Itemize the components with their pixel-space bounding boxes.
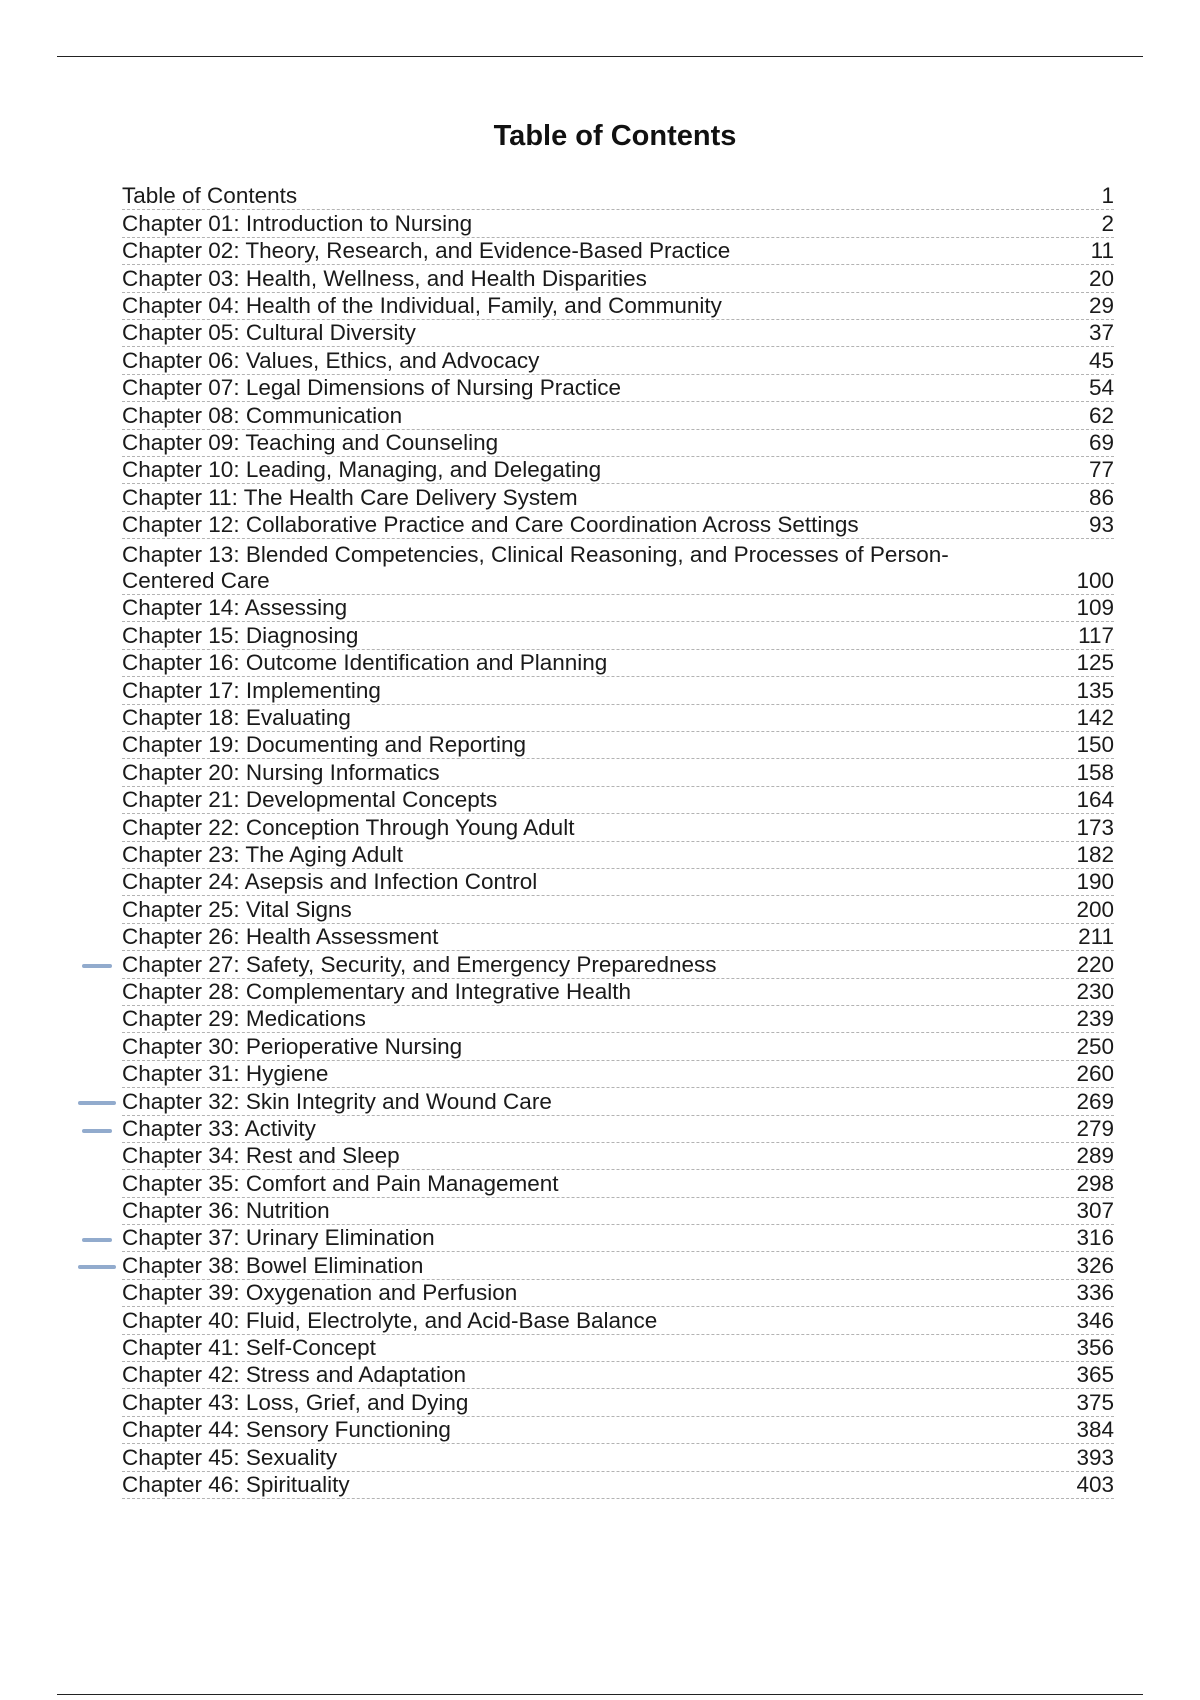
- toc-entry[interactable]: [122, 705, 1114, 732]
- toc-entry-page-number: 69: [1088, 429, 1114, 455]
- toc-entry[interactable]: [122, 1198, 1114, 1225]
- toc-entry-label: Chapter 27: Safety, Security, and Emergency Preparedness: [122, 951, 717, 977]
- toc-entry[interactable]: [122, 1088, 1114, 1115]
- toc-entry-label: Chapter 26: Health Assessment: [122, 924, 439, 950]
- toc-entry-label: Chapter 39: Oxygenation and Perfusion: [122, 1280, 518, 1306]
- toc-entry-label: Chapter 03: Health, Wellness, and Health Disparities: [122, 265, 647, 291]
- toc-entry[interactable]: [122, 265, 1114, 292]
- toc-entry[interactable]: [122, 430, 1114, 457]
- toc-entry-label: Chapter 05: Cultural Diversity: [122, 320, 416, 346]
- toc-entry-label: Chapter 25: Vital Signs: [122, 896, 352, 922]
- toc-entry-label: Chapter 46: Spirituality: [122, 1471, 350, 1497]
- toc-entry-page-number: 29: [1088, 292, 1114, 318]
- toc-entry[interactable]: [122, 951, 1114, 978]
- toc-entry[interactable]: [122, 320, 1114, 347]
- toc-entry-page-number: 289: [1076, 1143, 1114, 1169]
- toc-entry[interactable]: [122, 814, 1114, 841]
- toc-list: [122, 183, 1114, 1499]
- toc-entry-page-number: 279: [1076, 1115, 1114, 1141]
- toc-entry-label: Chapter 16: Outcome Identification and Planning: [122, 650, 608, 676]
- toc-entry-page-number: 326: [1076, 1252, 1114, 1278]
- toc-entry-label: Chapter 31: Hygiene: [122, 1061, 329, 1087]
- toc-entry-page-number: 1: [1101, 183, 1114, 209]
- toc-entry[interactable]: [122, 293, 1114, 320]
- toc-entry[interactable]: [122, 896, 1114, 923]
- toc-entry-page-number: 346: [1076, 1307, 1114, 1333]
- toc-entry-page-number: 298: [1076, 1170, 1114, 1196]
- toc-entry[interactable]: [122, 1362, 1114, 1389]
- toc-entry[interactable]: [122, 1061, 1114, 1088]
- toc-entry[interactable]: [122, 1143, 1114, 1170]
- toc-entry-page-number: 117: [1078, 622, 1114, 648]
- toc-entry[interactable]: [122, 1252, 1114, 1279]
- toc-entry[interactable]: [122, 869, 1114, 896]
- toc-entry-page-number: 142: [1076, 705, 1114, 731]
- toc-entry[interactable]: [122, 1444, 1114, 1471]
- toc-entry-label: Chapter 23: The Aging Adult: [122, 841, 404, 867]
- toc-entry[interactable]: [122, 979, 1114, 1006]
- toc-entry[interactable]: [122, 924, 1114, 951]
- toc-entry-label: Chapter 34: Rest and Sleep: [122, 1143, 400, 1169]
- toc-entry-page-number: 45: [1088, 347, 1114, 373]
- toc-entry-label: Chapter 30: Perioperative Nursing: [122, 1033, 463, 1059]
- toc-entry-label: Chapter 45: Sexuality: [122, 1444, 338, 1470]
- toc-entry-page-number: 260: [1076, 1061, 1114, 1087]
- toc-entry-page-number: 403: [1076, 1471, 1114, 1497]
- toc-entry[interactable]: [122, 1335, 1114, 1362]
- bottom-rule: [57, 1694, 1143, 1695]
- toc-entry-page-number: 375: [1076, 1389, 1114, 1415]
- toc-entry-page-number: 190: [1076, 869, 1114, 895]
- toc-entry-page-number: 384: [1076, 1417, 1114, 1443]
- toc-entry-label: Chapter 01: Introduction to Nursing: [122, 210, 473, 236]
- toc-entry[interactable]: [122, 539, 1114, 595]
- toc-entry[interactable]: [122, 238, 1114, 265]
- toc-entry-label: Chapter 08: Communication: [122, 402, 403, 428]
- toc-entry-page-number: 77: [1088, 457, 1114, 483]
- toc-entry-label: Table of Contents: [122, 183, 298, 209]
- toc-entry[interactable]: [122, 1472, 1114, 1499]
- toc-entry[interactable]: [122, 1006, 1114, 1033]
- toc-entry-label: Chapter 37: Urinary Elimination: [122, 1225, 435, 1251]
- toc-entry-page-number: 125: [1076, 650, 1114, 676]
- toc-entry-page-number: 200: [1076, 896, 1114, 922]
- toc-entry-page-number: 54: [1088, 375, 1114, 401]
- toc-entry-label: Chapter 28: Complementary and Integrative Health: [122, 978, 632, 1004]
- toc-entry[interactable]: [122, 842, 1114, 869]
- toc-entry[interactable]: [122, 1307, 1114, 1334]
- toc-entry-label: Chapter 19: Documenting and Reporting: [122, 732, 527, 758]
- toc-entry-label: Chapter 20: Nursing Informatics: [122, 759, 440, 785]
- toc-entry-label: Chapter 17: Implementing: [122, 677, 381, 703]
- toc-entry-page-number: 93: [1088, 512, 1114, 538]
- toc-entry-page-number: 164: [1076, 787, 1114, 813]
- toc-entry-label: Chapter 07: Legal Dimensions of Nursing Practice: [122, 375, 621, 401]
- toc-entry[interactable]: [122, 732, 1114, 759]
- toc-entry-label: Chapter 09: Teaching and Counseling: [122, 429, 499, 455]
- toc-entry-label: Chapter 15: Diagnosing: [122, 622, 359, 648]
- toc-entry[interactable]: [122, 210, 1114, 237]
- toc-entry[interactable]: [122, 787, 1114, 814]
- pen-mark: [82, 1129, 112, 1133]
- toc-entry-label: Chapter 22: Conception Through Young Adult: [122, 814, 575, 840]
- toc-entry-label: Chapter 36: Nutrition: [122, 1198, 330, 1224]
- toc-entry-page-number: 173: [1076, 814, 1114, 840]
- toc-entry-page-number: 86: [1088, 484, 1114, 510]
- toc-entry-label: Chapter 14: Assessing: [122, 595, 348, 621]
- toc-entry-label: Chapter 29: Medications: [122, 1006, 366, 1032]
- toc-entry-label: Chapter 04: Health of the Individual, Family, and Community: [122, 292, 722, 318]
- toc-entry-label: Chapter 13: Blended Competencies, Clinical Reasoning, and Processes of Person-Centered Care: [122, 542, 949, 594]
- toc-entry-label: Chapter 11: The Health Care Delivery System: [122, 484, 578, 510]
- toc-entry-page-number: 158: [1076, 759, 1114, 785]
- toc-entry[interactable]: [122, 1116, 1114, 1143]
- toc-entry-label: Chapter 21: Developmental Concepts: [122, 787, 498, 813]
- toc-entry-page-number: 250: [1076, 1033, 1114, 1059]
- toc-entry-page-number: 109: [1076, 595, 1114, 621]
- toc-entry[interactable]: [122, 1280, 1114, 1307]
- toc-entry-label: Chapter 43: Loss, Grief, and Dying: [122, 1389, 469, 1415]
- toc-entry-page-number: 62: [1088, 402, 1114, 428]
- toc-entry[interactable]: [122, 484, 1114, 511]
- toc-entry-page-number: 230: [1076, 978, 1114, 1004]
- toc-entry[interactable]: [122, 595, 1114, 622]
- toc-entry-page-number: 100: [1076, 568, 1114, 594]
- toc-entry-label: Chapter 33: Activity: [122, 1115, 316, 1141]
- pen-mark: [82, 964, 112, 968]
- toc-entry-page-number: 307: [1076, 1198, 1114, 1224]
- toc-entry[interactable]: [122, 402, 1114, 429]
- toc-entry[interactable]: [122, 1033, 1114, 1060]
- toc-entry[interactable]: [122, 1170, 1114, 1197]
- toc-entry-label: Chapter 06: Values, Ethics, and Advocacy: [122, 347, 540, 373]
- toc-entry-label: Chapter 12: Collaborative Practice and Care Coordination Across Settings: [122, 512, 859, 538]
- toc-entry-page-number: 356: [1076, 1335, 1114, 1361]
- toc-entry-label: Chapter 42: Stress and Adaptation: [122, 1362, 466, 1388]
- pen-mark: [82, 1238, 112, 1242]
- toc-entry[interactable]: [122, 457, 1114, 484]
- toc-entry-page-number: 2: [1101, 210, 1114, 236]
- toc-entry[interactable]: [122, 622, 1114, 649]
- toc-entry-label: Chapter 35: Comfort and Pain Management: [122, 1170, 559, 1196]
- toc-entry-label: Chapter 18: Evaluating: [122, 705, 351, 731]
- toc-entry-page-number: 336: [1076, 1280, 1114, 1306]
- toc-entry[interactable]: [122, 650, 1114, 677]
- toc-entry[interactable]: [122, 677, 1114, 704]
- toc-entry[interactable]: [122, 512, 1114, 539]
- toc-entry-page-number: 135: [1076, 677, 1114, 703]
- toc-entry-page-number: 220: [1076, 951, 1114, 977]
- toc-entry-page-number: 365: [1076, 1362, 1114, 1388]
- toc-entry-page-number: 269: [1076, 1088, 1114, 1114]
- toc-entry-label: Chapter 38: Bowel Elimination: [122, 1252, 424, 1278]
- toc-entry-label: Chapter 32: Skin Integrity and Wound Care: [122, 1088, 552, 1114]
- toc-entry-page-number: 37: [1088, 320, 1114, 346]
- toc-entry[interactable]: [122, 183, 1114, 210]
- toc-entry-label: Chapter 44: Sensory Functioning: [122, 1417, 451, 1443]
- toc-entry-label: Chapter 40: Fluid, Electrolyte, and Acid-Base Balance: [122, 1307, 658, 1333]
- toc-entry[interactable]: [122, 375, 1114, 402]
- toc-entry-label: Chapter 41: Self-Concept: [122, 1335, 376, 1361]
- toc-entry[interactable]: [122, 1225, 1114, 1252]
- toc-entry-page-number: 316: [1076, 1225, 1114, 1251]
- toc-entry[interactable]: [122, 1417, 1114, 1444]
- toc-entry[interactable]: [122, 347, 1114, 374]
- toc-entry[interactable]: [122, 1389, 1114, 1416]
- toc-entry-page-number: 182: [1076, 841, 1114, 867]
- toc-entry-label: Chapter 10: Leading, Managing, and Delegating: [122, 457, 602, 483]
- toc-entry-page-number: 393: [1076, 1444, 1114, 1470]
- toc-entry-page-number: 211: [1078, 924, 1114, 950]
- page-title: Table of Contents: [493, 120, 737, 152]
- toc-entry-page-number: 11: [1090, 238, 1114, 264]
- pen-mark: [78, 1265, 116, 1269]
- toc-entry-page-number: 150: [1076, 732, 1114, 758]
- toc-entry-page-number: 20: [1088, 265, 1114, 291]
- pen-mark: [78, 1101, 116, 1105]
- toc-entry-page-number: 239: [1076, 1006, 1114, 1032]
- toc-entry-label: Chapter 02: Theory, Research, and Evidence-Based Practice: [122, 238, 731, 264]
- toc-entry[interactable]: [122, 759, 1114, 786]
- top-rule: [57, 56, 1143, 57]
- toc-entry-label: Chapter 24: Asepsis and Infection Control: [122, 869, 538, 895]
